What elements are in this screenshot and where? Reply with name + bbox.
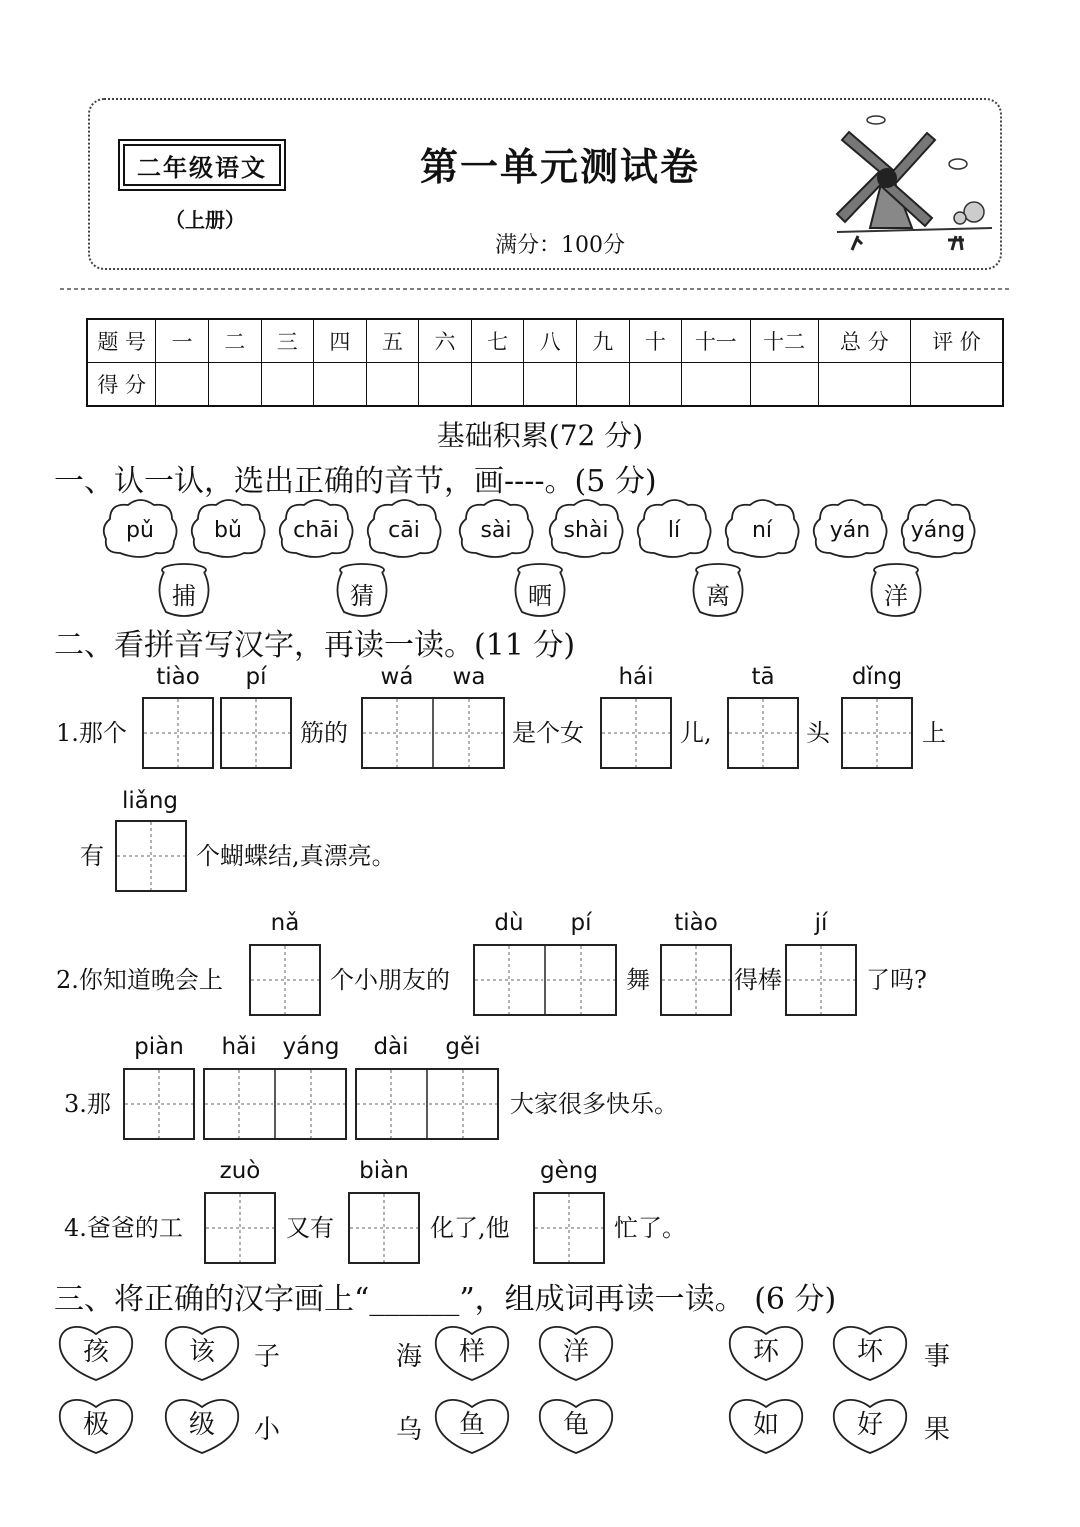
sentence-text: 3.那 [64,1090,111,1118]
score-row-label: 得 分 [87,363,156,407]
svg-text:晒: 晒 [528,582,552,610]
svg-text:样: 样 [458,1337,486,1367]
decorative-divider [60,283,1010,295]
sentence-text: 又有 [286,1214,334,1242]
sentence-text: 有 [80,842,104,870]
pinyin-label: dǐng [851,664,903,690]
plain-char: 子 [254,1342,281,1372]
heart-choice[interactable] [56,1393,136,1457]
writing-grid-box[interactable] [660,944,732,1016]
score-input-cell[interactable] [682,363,750,407]
sentence-text: 得棒 [734,966,782,994]
sentence-text: 是个女 [512,719,584,747]
heart-choice[interactable] [162,1393,242,1457]
writing-grid-box[interactable] [142,697,214,769]
pinyin-label: hǎi [221,1034,257,1060]
writing-grid-box[interactable] [841,697,913,769]
svg-text:级: 级 [188,1410,216,1440]
heart-choice[interactable] [432,1393,512,1457]
pinyin-label: tā [751,664,775,690]
writing-grid-box[interactable] [600,697,672,769]
score-input-cell[interactable] [818,363,910,407]
sentence-text: 化了,他 [430,1214,510,1242]
pinyin-label: pí [570,910,592,936]
score-header-cell: 总 分 [818,319,910,363]
score-input-cell[interactable] [261,363,314,407]
full-score: 满分：100分 [495,233,625,258]
pinyin-cloud[interactable] [634,497,714,563]
pinyin-label: dù [494,910,524,936]
score-header-cell: 四 [314,319,367,363]
writing-grid-box[interactable] [203,1068,347,1140]
score-input-cell[interactable] [750,363,818,407]
pinyin-cloud[interactable] [188,497,268,563]
writing-grid-box[interactable] [249,944,321,1016]
pinyin-label: piàn [134,1034,184,1060]
score-header-cell: 三 [261,319,314,363]
score-input-cell[interactable] [366,363,419,407]
svg-text:yán: yán [829,518,871,543]
plain-char: 海 [396,1342,423,1372]
pinyin-label: tiào [674,910,718,936]
svg-text:yáng: yáng [910,518,966,543]
score-input-cell[interactable] [576,363,629,407]
plain-char: 果 [924,1415,951,1445]
sentence-text: 筋的 [300,719,348,747]
writing-grid-box[interactable] [204,1192,276,1264]
sentence-text: 舞 [626,966,650,994]
pinyin-label: jí [814,910,828,936]
heart-choice[interactable] [726,1320,806,1384]
pinyin-cloud[interactable] [546,497,626,563]
windmill-icon [832,110,997,260]
score-header-cell: 十一 [682,319,750,363]
svg-text:lí: lí [667,518,681,543]
sentence-text: 个蝴蝶结,真漂亮。 [196,842,396,870]
writing-grid-box[interactable] [123,1068,195,1140]
writing-grid-box[interactable] [115,820,187,892]
character-pot [686,562,750,618]
sentence-text: 个小朋友的 [330,966,450,994]
page-title: 第一单元测试卷 [419,145,700,189]
writing-grid-box[interactable] [355,1068,499,1140]
pinyin-label: wa [452,664,486,690]
sentence-text: 头 [806,719,830,747]
volume-label: （上册） [165,208,245,232]
score-input-cell[interactable] [910,363,1003,407]
score-input-cell[interactable] [419,363,472,407]
plain-char: 事 [924,1342,951,1372]
section-basic-title: 基础积累(72 分) [436,419,644,452]
score-header-cell: 二 [208,319,261,363]
writing-grid-box[interactable] [473,944,617,1016]
pinyin-label: liǎng [121,788,179,814]
pinyin-cloud[interactable] [898,497,978,563]
svg-text:猜: 猜 [350,582,374,610]
svg-text:洋: 洋 [884,582,908,610]
sentence-text: 1.那个 [56,719,127,747]
character-pot [864,562,928,618]
plain-char: 小 [254,1415,281,1445]
writing-grid-box[interactable] [361,697,505,769]
svg-text:chāi: chāi [293,518,339,543]
score-header-cell: 题 号 [87,319,156,363]
pinyin-cloud[interactable] [100,497,180,563]
heart-choice[interactable] [162,1320,242,1384]
writing-grid-box[interactable] [220,697,292,769]
pinyin-label: pí [245,664,267,690]
pinyin-label: hái [618,664,654,690]
score-header-cell: 六 [419,319,472,363]
pinyin-cloud[interactable] [810,497,890,563]
pinyin-cloud[interactable] [722,497,802,563]
svg-text:ní: ní [751,518,773,543]
svg-text:捕: 捕 [172,582,196,610]
score-input-cell[interactable] [208,363,261,407]
svg-text:环: 环 [752,1337,780,1367]
sentence-text: 2.你知道晚会上 [56,966,223,994]
pinyin-label: gèng [540,1158,598,1184]
svg-text:该: 该 [188,1337,216,1367]
svg-text:鱼: 鱼 [458,1410,486,1440]
sentence-text: 儿, [680,719,712,747]
pinyin-cloud[interactable] [364,497,444,563]
sentence-text: 上 [922,719,946,747]
score-header-cell: 评 价 [910,319,1003,363]
heart-choice[interactable] [432,1320,512,1384]
character-pot [152,562,216,618]
svg-text:shài: shài [563,518,609,543]
pinyin-cloud[interactable] [456,497,536,563]
sentence-text: 了吗? [866,966,927,994]
score-header-cell: 一 [156,319,209,363]
score-input-cell[interactable] [471,363,524,407]
plain-char: 乌 [396,1415,423,1445]
svg-text:坏: 坏 [856,1337,884,1367]
score-header-cell: 十 [629,319,682,363]
score-input-cell[interactable] [314,363,367,407]
writing-grid-box[interactable] [533,1192,605,1264]
svg-text:极: 极 [82,1410,110,1440]
q1-heading: 一、认一认，选出正确的音节，画----。(5 分) [54,464,657,499]
score-header-cell: 七 [471,319,524,363]
svg-text:离: 离 [706,582,730,610]
pinyin-label: zuò [219,1158,261,1184]
pinyin-label: tiào [156,664,200,690]
score-input-cell[interactable] [156,363,209,407]
score-input-cell[interactable] [524,363,577,407]
heart-choice[interactable] [726,1393,806,1457]
score-header-cell: 八 [524,319,577,363]
pinyin-label: wá [380,664,414,690]
heart-choice[interactable] [56,1320,136,1384]
score-header-cell: 九 [576,319,629,363]
svg-text:好: 好 [856,1410,884,1440]
character-pot [330,562,394,618]
pinyin-label: dài [373,1034,409,1060]
q3-heading: 三、将正确的汉字画上“______”，组成词再读一读。 (6 分) [54,1282,837,1317]
svg-text:洋: 洋 [562,1337,590,1367]
svg-text:龟: 龟 [562,1410,590,1440]
pinyin-label: gěi [445,1034,481,1060]
pinyin-label: nǎ [270,910,300,936]
grade-label: 二年级语文 [123,144,281,186]
heart-choice[interactable] [830,1393,910,1457]
score-table [86,318,1004,407]
svg-text:cāi: cāi [388,518,420,543]
svg-text:孩: 孩 [82,1337,110,1367]
score-input-cell[interactable] [629,363,682,407]
svg-text:bǔ: bǔ [214,518,242,543]
sentence-text: 4.爸爸的工 [64,1214,183,1242]
heart-choice[interactable] [830,1320,910,1384]
score-header-cell: 十二 [750,319,818,363]
writing-grid-box[interactable] [727,697,799,769]
pinyin-label: yáng [282,1034,340,1060]
svg-text:pǔ: pǔ [126,518,154,543]
q2-heading: 二、看拼音写汉字，再读一读。(11 分) [54,628,576,663]
writing-grid-box[interactable] [785,944,857,1016]
heart-choice[interactable] [536,1320,616,1384]
sentence-text: 大家很多快乐。 [510,1090,678,1118]
score-header-cell: 五 [366,319,419,363]
svg-text:如: 如 [752,1410,780,1440]
sentence-text: 忙了。 [614,1214,686,1242]
pinyin-cloud[interactable] [276,497,356,563]
character-pot [508,562,572,618]
grade-label-box [118,139,286,191]
svg-text:sài: sài [480,518,512,543]
heart-choice[interactable] [536,1393,616,1457]
pinyin-label: biàn [359,1158,409,1184]
writing-grid-box[interactable] [348,1192,420,1264]
